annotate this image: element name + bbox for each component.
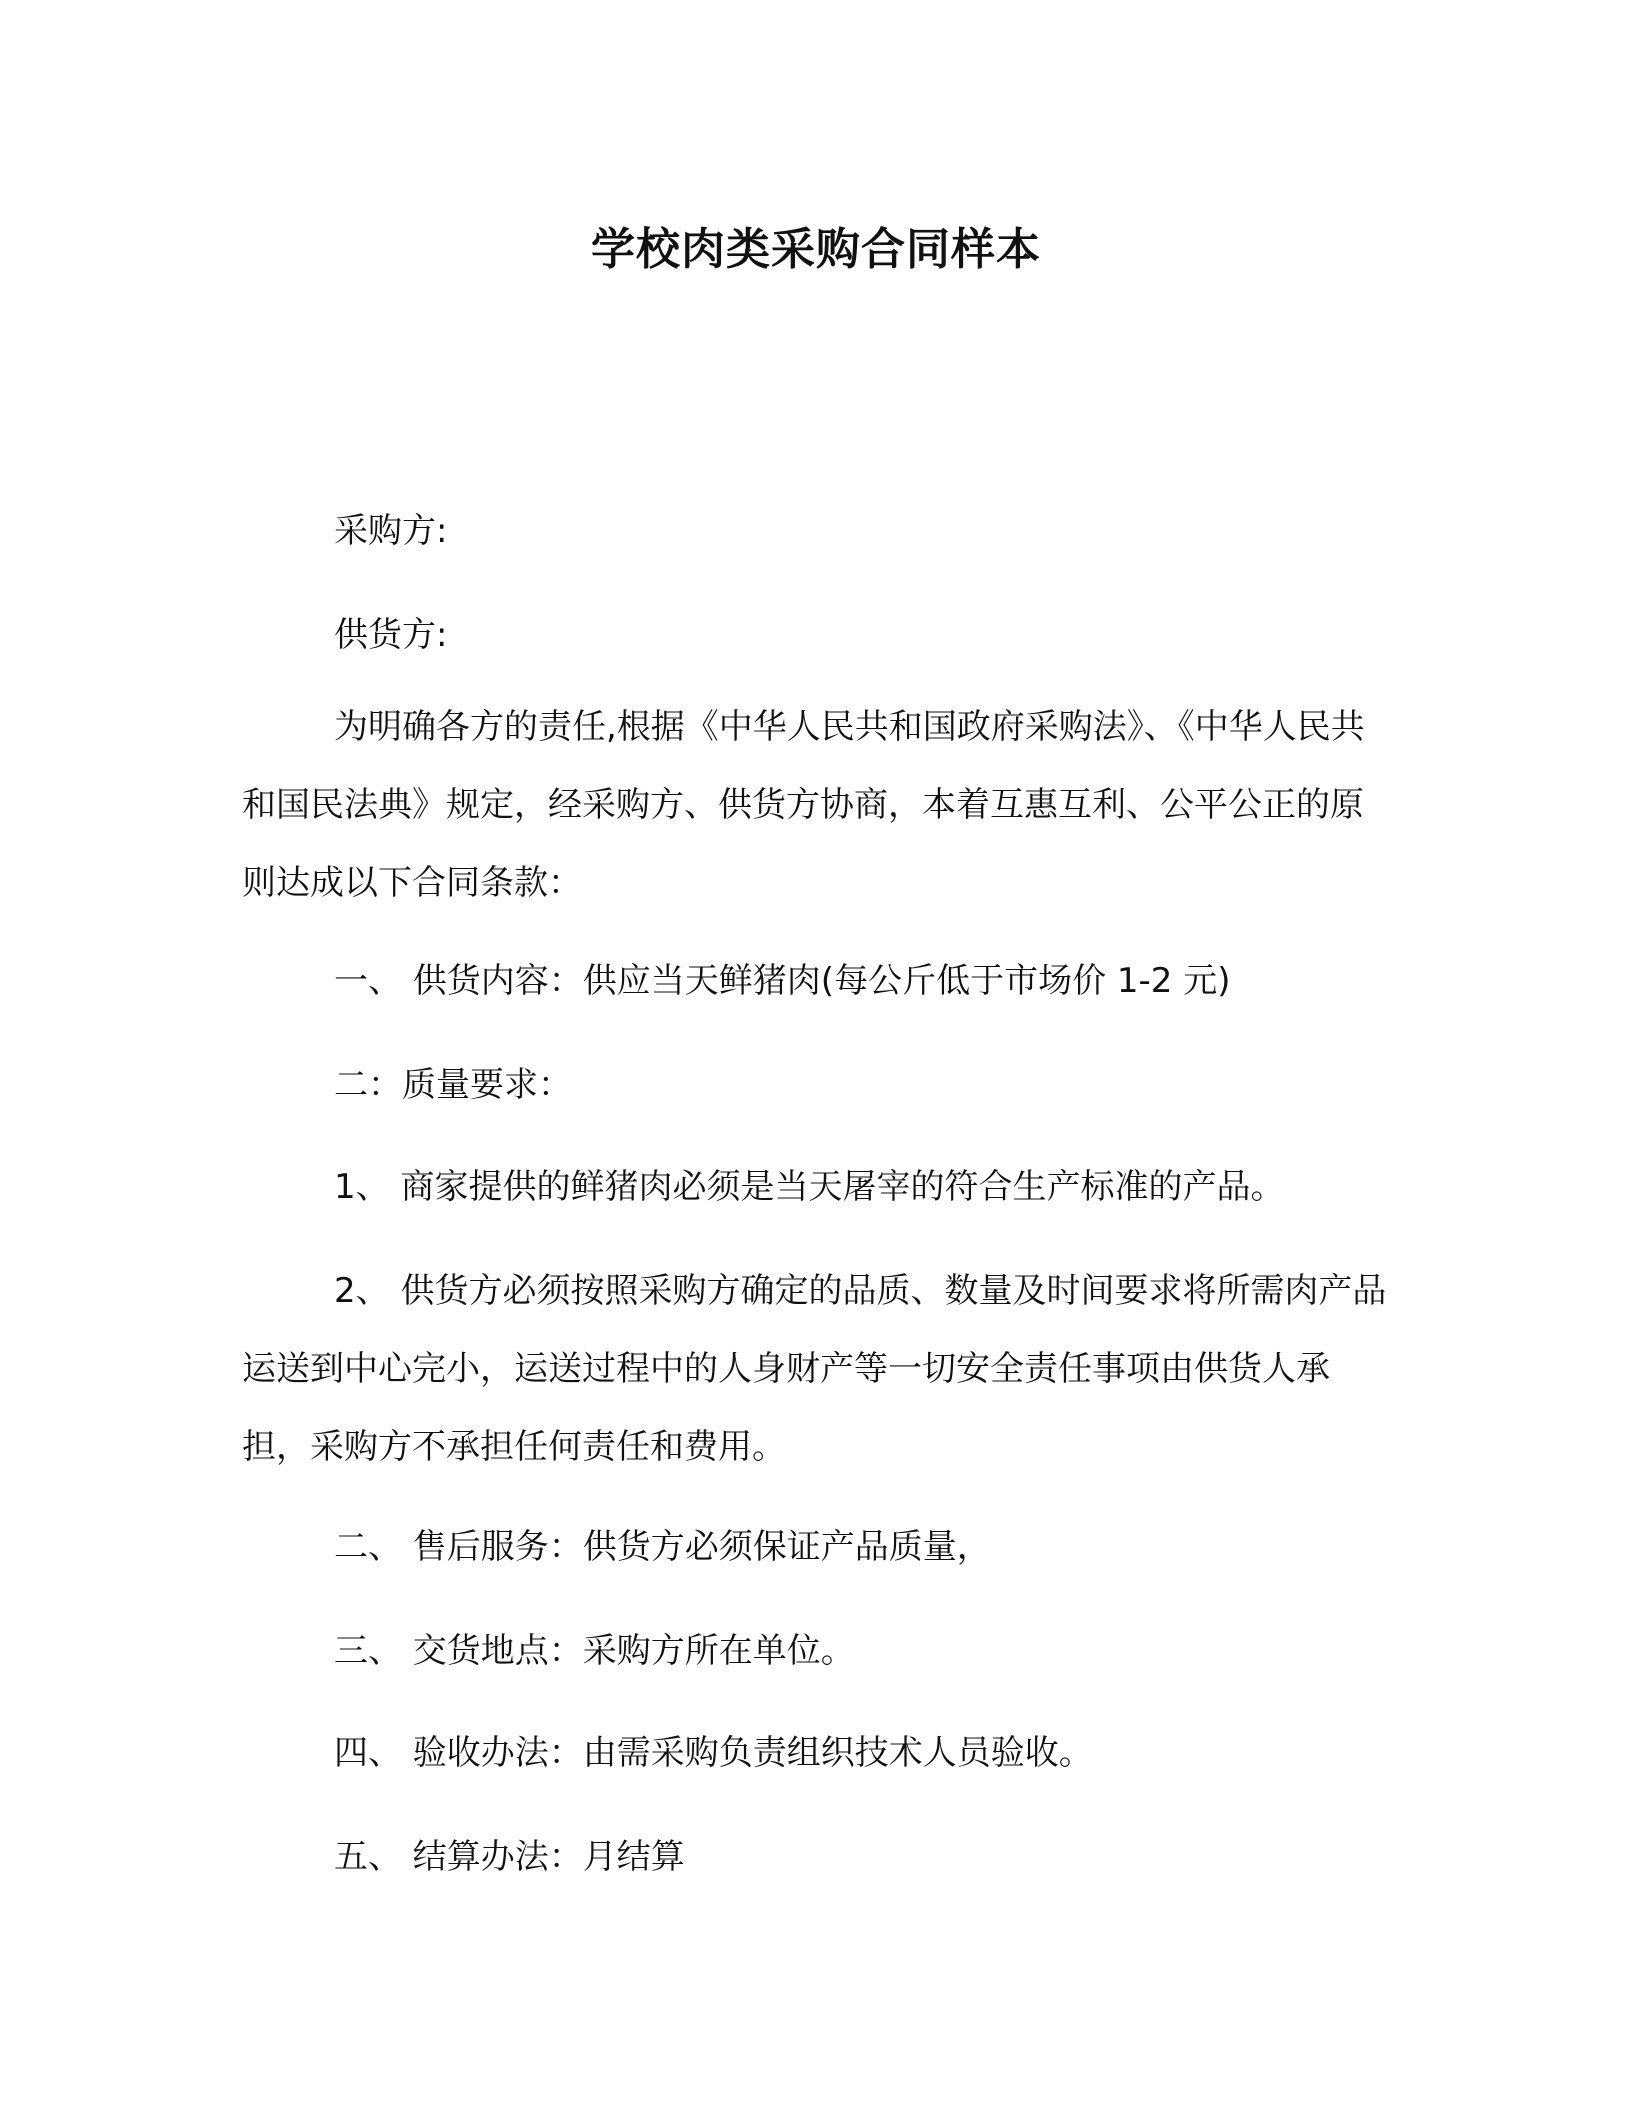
clause-after-sales: 二、 售后服务：供货方必须保证产品质量， (334, 1527, 991, 1567)
clause-acceptance: 四、 验收办法：由需采购负责组织技术人员验收。 (334, 1733, 1093, 1773)
clause-settlement: 五、 结算办法：月结算 (334, 1837, 685, 1877)
clause-supply-content: 一、 供货内容：供应当天鲜猪肉(每公斤低于市场价 1-2 元) (334, 961, 1231, 1001)
document-title: 学校肉类采购合同样本 (591, 224, 1041, 275)
clause-quality-item-2: 2、 供货方必须按照采购方确定的品质、数量及时间要求将所需肉产品运送到中心完小，运送过程中的人身财产等一切安全责任事项由供货人承担，采购方不承担任何责任和费用。 (242, 1271, 1387, 1467)
clause-quality-item-1: 1、 商家提供的鲜猪肉必须是当天屠宰的符合生产标准的产品。 (334, 1167, 1285, 1207)
supplier-line: 供货方: (334, 615, 448, 655)
preamble-paragraph: 为明确各方的责任,根据《中华人民共和国政府采购法》、《中华人民共和国民法典》规定，经采购方、供货方协商，本着互惠互利、公平公正的原则达成以下合同条款： (242, 707, 1365, 903)
clause-delivery-location: 三、 交货地点：采购方所在单位。 (334, 1631, 855, 1671)
purchaser-line: 采购方: (334, 511, 448, 551)
clause-quality-heading: 二：质量要求： (334, 1065, 572, 1105)
